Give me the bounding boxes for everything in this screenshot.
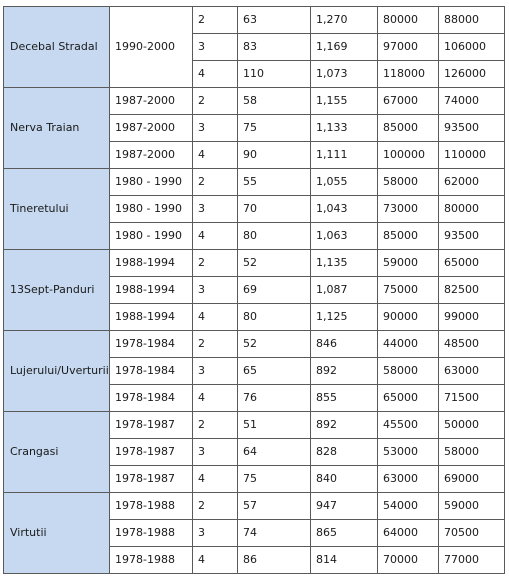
- period-cell: 1990-2000: [110, 7, 193, 88]
- area-cell: 69: [238, 277, 311, 304]
- price-max-cell: 59000: [439, 493, 505, 520]
- rooms-cell: 4: [193, 466, 238, 493]
- period-cell: 1988-1994: [110, 304, 193, 331]
- period-cell: 1978-1987: [110, 412, 193, 439]
- price-min-cell: 44000: [378, 331, 439, 358]
- price-min-cell: 58000: [378, 358, 439, 385]
- area-cell: 80: [238, 223, 311, 250]
- price-per-sqm-cell: 947: [311, 493, 378, 520]
- price-per-sqm-cell: 1,073: [311, 61, 378, 88]
- period-cell: 1988-1994: [110, 250, 193, 277]
- price-per-sqm-cell: 1,043: [311, 196, 378, 223]
- price-max-cell: 93500: [439, 115, 505, 142]
- price-min-cell: 65000: [378, 385, 439, 412]
- price-per-sqm-cell: 1,169: [311, 34, 378, 61]
- price-min-cell: 53000: [378, 439, 439, 466]
- street-cell: Nerva Traian: [4, 88, 110, 169]
- price-min-cell: 118000: [378, 61, 439, 88]
- period-cell: 1987-2000: [110, 142, 193, 169]
- price-max-cell: 48500: [439, 331, 505, 358]
- area-cell: 52: [238, 331, 311, 358]
- price-min-cell: 97000: [378, 34, 439, 61]
- price-min-cell: 64000: [378, 520, 439, 547]
- area-cell: 86: [238, 547, 311, 574]
- price-per-sqm-cell: 1,270: [311, 7, 378, 34]
- rooms-cell: 3: [193, 196, 238, 223]
- price-max-cell: 58000: [439, 439, 505, 466]
- price-per-sqm-cell: 1,155: [311, 88, 378, 115]
- rooms-cell: 2: [193, 250, 238, 277]
- price-max-cell: 82500: [439, 277, 505, 304]
- rooms-cell: 4: [193, 61, 238, 88]
- price-per-sqm-cell: 1,135: [311, 250, 378, 277]
- table-row: [4, 169, 505, 196]
- street-cell: Tineretului: [4, 169, 110, 250]
- price-min-cell: 73000: [378, 196, 439, 223]
- area-cell: 64: [238, 439, 311, 466]
- price-min-cell: 70000: [378, 547, 439, 574]
- rooms-cell: 2: [193, 7, 238, 34]
- area-cell: 90: [238, 142, 311, 169]
- price-min-cell: 75000: [378, 277, 439, 304]
- rooms-cell: 3: [193, 277, 238, 304]
- area-cell: 83: [238, 34, 311, 61]
- area-cell: 57: [238, 493, 311, 520]
- price-max-cell: 106000: [439, 34, 505, 61]
- table-row: [4, 88, 505, 115]
- price-per-sqm-cell: 846: [311, 331, 378, 358]
- price-per-sqm-cell: 840: [311, 466, 378, 493]
- area-cell: 55: [238, 169, 311, 196]
- area-cell: 51: [238, 412, 311, 439]
- period-cell: 1987-2000: [110, 115, 193, 142]
- price-min-cell: 45500: [378, 412, 439, 439]
- price-min-cell: 58000: [378, 169, 439, 196]
- period-cell: 1980 - 1990: [110, 169, 193, 196]
- period-cell: 1978-1984: [110, 358, 193, 385]
- price-per-sqm-cell: 1,087: [311, 277, 378, 304]
- price-max-cell: 80000: [439, 196, 505, 223]
- area-cell: 52: [238, 250, 311, 277]
- price-min-cell: 85000: [378, 223, 439, 250]
- rooms-cell: 3: [193, 520, 238, 547]
- table-row: [4, 331, 505, 358]
- price-per-sqm-cell: 814: [311, 547, 378, 574]
- rooms-cell: 2: [193, 412, 238, 439]
- price-min-cell: 85000: [378, 115, 439, 142]
- table-row: [4, 493, 505, 520]
- rooms-cell: 4: [193, 142, 238, 169]
- street-cell: Decebal Stradal: [4, 7, 110, 88]
- price-min-cell: 63000: [378, 466, 439, 493]
- price-max-cell: 71500: [439, 385, 505, 412]
- price-max-cell: 62000: [439, 169, 505, 196]
- area-cell: 65: [238, 358, 311, 385]
- price-max-cell: 126000: [439, 61, 505, 88]
- area-cell: 76: [238, 385, 311, 412]
- period-cell: 1978-1988: [110, 520, 193, 547]
- rooms-cell: 3: [193, 34, 238, 61]
- price-min-cell: 67000: [378, 88, 439, 115]
- period-cell: 1978-1984: [110, 385, 193, 412]
- period-cell: 1978-1988: [110, 493, 193, 520]
- area-cell: 75: [238, 466, 311, 493]
- area-cell: 110: [238, 61, 311, 88]
- street-cell: Crangasi: [4, 412, 110, 493]
- rooms-cell: 3: [193, 358, 238, 385]
- price-max-cell: 74000: [439, 88, 505, 115]
- table-row: [4, 412, 505, 439]
- price-max-cell: 99000: [439, 304, 505, 331]
- price-max-cell: 77000: [439, 547, 505, 574]
- price-per-sqm-cell: 855: [311, 385, 378, 412]
- area-cell: 70: [238, 196, 311, 223]
- area-cell: 80: [238, 304, 311, 331]
- area-cell: 63: [238, 7, 311, 34]
- price-per-sqm-cell: 1,125: [311, 304, 378, 331]
- price-per-sqm-cell: 1,055: [311, 169, 378, 196]
- period-cell: 1980 - 1990: [110, 196, 193, 223]
- period-cell: 1980 - 1990: [110, 223, 193, 250]
- price-per-sqm-cell: 1,133: [311, 115, 378, 142]
- period-cell: 1978-1987: [110, 439, 193, 466]
- period-cell: 1978-1988: [110, 547, 193, 574]
- price-max-cell: 50000: [439, 412, 505, 439]
- price-per-sqm-cell: 1,063: [311, 223, 378, 250]
- price-max-cell: 70500: [439, 520, 505, 547]
- area-cell: 75: [238, 115, 311, 142]
- rooms-cell: 2: [193, 331, 238, 358]
- rooms-cell: 4: [193, 385, 238, 412]
- rooms-cell: 3: [193, 439, 238, 466]
- rooms-cell: 2: [193, 169, 238, 196]
- area-cell: 74: [238, 520, 311, 547]
- price-per-sqm-cell: 1,111: [311, 142, 378, 169]
- period-cell: 1987-2000: [110, 88, 193, 115]
- street-cell: Virtutii: [4, 493, 110, 574]
- table-row: [4, 7, 505, 34]
- price-min-cell: 80000: [378, 7, 439, 34]
- price-max-cell: 93500: [439, 223, 505, 250]
- price-max-cell: 63000: [439, 358, 505, 385]
- price-min-cell: 100000: [378, 142, 439, 169]
- price-per-sqm-cell: 828: [311, 439, 378, 466]
- rooms-cell: 4: [193, 547, 238, 574]
- price-min-cell: 90000: [378, 304, 439, 331]
- period-cell: 1988-1994: [110, 277, 193, 304]
- price-max-cell: 110000: [439, 142, 505, 169]
- price-per-sqm-cell: 892: [311, 412, 378, 439]
- rooms-cell: 2: [193, 493, 238, 520]
- rooms-cell: 3: [193, 115, 238, 142]
- period-cell: 1978-1987: [110, 466, 193, 493]
- price-max-cell: 88000: [439, 7, 505, 34]
- period-cell: 1978-1984: [110, 331, 193, 358]
- price-per-sqm-cell: 865: [311, 520, 378, 547]
- apartment-price-table: [3, 6, 505, 574]
- rooms-cell: 2: [193, 88, 238, 115]
- table-row: [4, 250, 505, 277]
- area-cell: 58: [238, 88, 311, 115]
- price-max-cell: 69000: [439, 466, 505, 493]
- rooms-cell: 4: [193, 223, 238, 250]
- price-per-sqm-cell: 892: [311, 358, 378, 385]
- price-min-cell: 54000: [378, 493, 439, 520]
- rooms-cell: 4: [193, 304, 238, 331]
- price-max-cell: 65000: [439, 250, 505, 277]
- street-cell: Lujerului/Uverturii: [4, 331, 110, 412]
- street-cell: 13Sept-Panduri: [4, 250, 110, 331]
- price-min-cell: 59000: [378, 250, 439, 277]
